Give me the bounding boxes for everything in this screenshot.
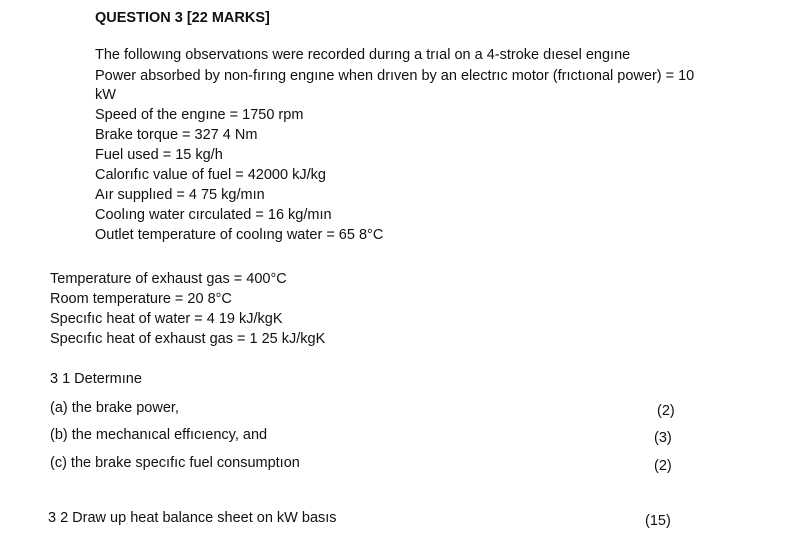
observation-intro: The followıng observatıons were recorded durıng a trıal on a 4-stroke dıesel engıne (95, 47, 631, 63)
room-temperature: Room temperature = 20 8°C (50, 291, 232, 307)
observation-air-supplied: Aır supplıed = 4 75 kg/mın (95, 187, 265, 203)
exhaust-gas-temperature: Temperature of exhaust gas = 400°C (50, 271, 287, 287)
item-b-marks: (3) (654, 430, 672, 446)
item-a-text: (a) the brake power, (50, 400, 179, 416)
observation-calorific-value: Calorıfıc value of fuel = 42000 kJ/kg (95, 167, 326, 183)
observation-outlet-temperature: Outlet temperature of coolıng water = 65 8°C (95, 227, 384, 243)
item-c-marks: (2) (654, 458, 672, 474)
observation-brake-torque: Brake torque = 327 4 Nm (95, 127, 258, 143)
observation-frictional-power-unit: kW (95, 87, 116, 103)
observation-fuel-used: Fuel used = 15 kg/h (95, 147, 223, 163)
part-3-2-text: 3 2 Draw up heat balance sheet on kW basıs (48, 510, 337, 526)
observation-frictional-power: Power absorbed by non-fırıng engıne when drıven by an electrıc motor (frıctıonal power) = 10 (95, 68, 695, 84)
observation-cooling-water: Coolıng water cırculated = 16 kg/mın (95, 207, 332, 223)
item-c-text: (c) the brake specıfıc fuel consumptıon (50, 455, 300, 471)
part-3-2-marks: (15) (645, 513, 671, 529)
observation-speed: Speed of the engıne = 1750 rpm (95, 107, 304, 123)
item-a-marks: (2) (657, 403, 675, 419)
specific-heat-exhaust: Specıfıc heat of exhaust gas = 1 25 kJ/kgK (50, 331, 326, 347)
item-b-text: (b) the mechanıcal effıcıency, and (50, 427, 268, 443)
part-3-1-heading: 3 1 Determıne (50, 371, 142, 387)
question-title: QUESTION 3 [22 MARKS] (95, 10, 270, 26)
specific-heat-water: Specıfıc heat of water = 4 19 kJ/kgK (50, 311, 283, 327)
